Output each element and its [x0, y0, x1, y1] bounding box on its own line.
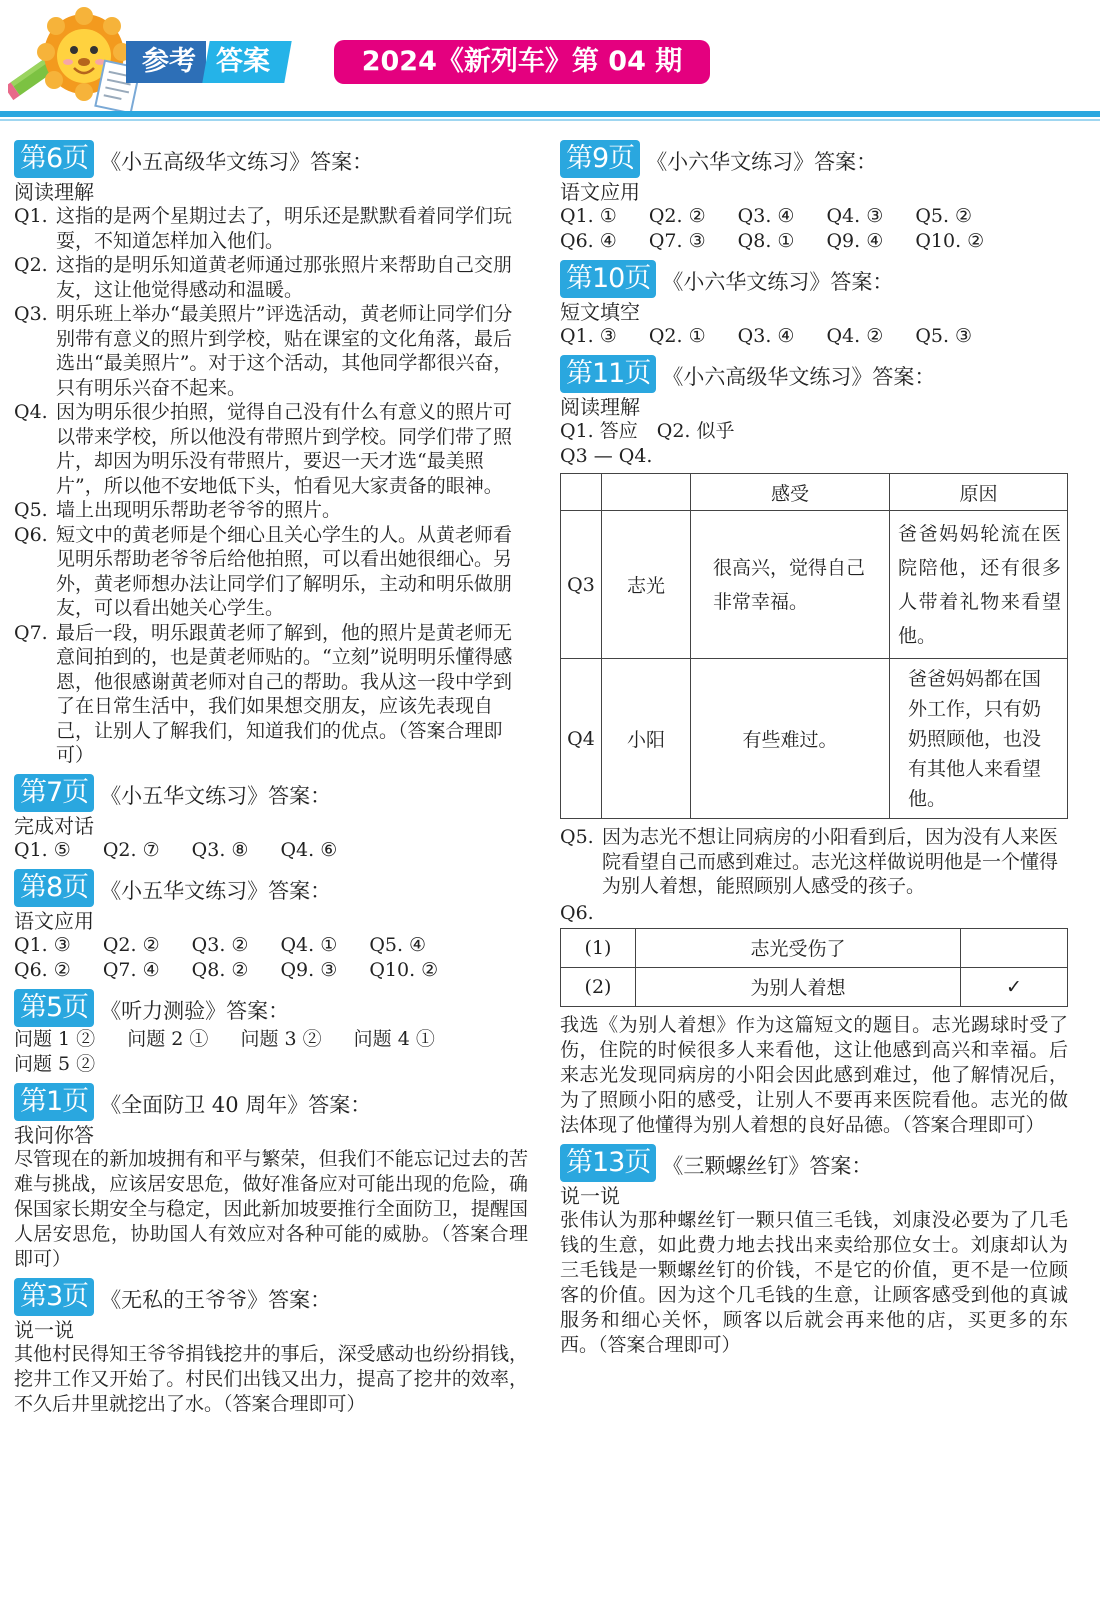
answer-paragraph: 张伟认为那种螺丝钉一颗只值三毛钱，刘康没必要为了几毛钱的生意，如此费力地去找出来卖给那位女士。刘康却认为三毛钱是一颗螺丝钉的价钱，不是它的价值，更不是一位顾客的价值。因为这个几毛钱的生意，让顾客感受到他的真诚服务和细心关怀，顾客以后就会再来他的店，买更多的东西。（答案合理即可）	[560, 1208, 1068, 1356]
section-heading	[14, 987, 528, 1027]
checkmark-icon: ✓	[961, 967, 1068, 1006]
answer-text: 因为志光不想让同病房的小阳看到后，因为没有人来医院看望自己而感到难过。志光这样做说明他是一个懂得为别人着想，能照顾别人感受的孩子。	[602, 826, 1059, 897]
table-cell: Q4	[561, 659, 602, 819]
table-cell: 志光	[602, 511, 691, 659]
answer-row: Q3 — Q4.	[560, 445, 653, 467]
answer-row	[14, 933, 528, 958]
answer-text: 这指的是两个星期过去了，明乐还是默默看着同学们玩耍，不知道怎样加入他们。	[56, 205, 513, 252]
answer-cell: Q9. ③	[280, 958, 338, 981]
section-heading	[14, 772, 528, 812]
answer-cell: Q2. ①	[648, 325, 706, 347]
answer-cell: 问题 3 ②	[240, 1027, 322, 1050]
table-cell: 爸爸妈妈轮流在医院陪他，还有很多人带着礼物来看望他。	[890, 511, 1068, 659]
title-choice-table	[560, 928, 1068, 1007]
answer-row	[14, 1052, 528, 1077]
answer-cell: Q8. ②	[191, 958, 249, 981]
table-row	[561, 967, 1068, 1006]
answer-cell: Q8. ①	[737, 230, 795, 252]
answer-cell: Q4. ①	[280, 933, 338, 956]
answer-paragraph: 我选《为别人着想》作为这篇短文的题目。志光踢球时受了伤，住院的时候很多人来看他，这让他感到高兴和幸福。后来志光发现同病房的小阳会因此感到难过，他了解情况后，为了照顾小阳的感受，让别人不要再来医院看他。志光的做法体现了他懂得为别人着想的良好品德。（答案合理即可）	[560, 1013, 1068, 1136]
section-title: 《无私的王爷爷》答案：	[100, 1287, 332, 1312]
page-badge: 第1页	[14, 1083, 94, 1121]
answer-cell: Q2. ②	[102, 933, 160, 956]
answer-item	[14, 523, 528, 621]
section-subtitle: 阅读理解	[14, 180, 94, 204]
section-page-5	[14, 987, 528, 1077]
answer-cell: 问题 5 ②	[14, 1052, 96, 1075]
section-title: 《小五华文练习》答案：	[100, 783, 332, 808]
answer-row	[560, 229, 1068, 254]
section-title: 《小五高级华文练习》答案：	[100, 150, 374, 174]
section-title: 《听力测验》答案：	[100, 998, 290, 1023]
answer-paragraph: 尽管现在的新加坡拥有和平与繁荣，但我们不能忘记过去的苦难与挑战，应该居安思危，做好准备应对可能出现的危险，确保国家长期安全与稳定，因此新加坡要推行全面防卫，提醒国人居安思危，协助国人有效应对各种可能的威胁。（答案合理即可）	[14, 1147, 528, 1270]
table-cell: 很高兴，觉得自己非常幸福。	[691, 511, 890, 659]
section-title: 《小六华文练习》答案：	[646, 150, 878, 174]
section-heading	[14, 1081, 528, 1121]
section-title: 《小六华文练习》答案：	[662, 270, 894, 294]
section-heading	[560, 138, 1068, 178]
answer-cell: 问题 4 ①	[353, 1027, 435, 1050]
page-badge: 第9页	[560, 140, 640, 178]
table-cell: 有些难过。	[691, 659, 890, 819]
feelings-reasons-table	[560, 473, 1068, 819]
answer-text: 明乐班上举办“最美照片”评选活动，黄老师让同学们分别带有意义的照片到学校，贴在课室的文化角落，最后选出“最美照片”。对于这个活动，其他同学都很兴奋，只有明乐兴奋不起来。	[56, 303, 513, 399]
answer-item	[14, 253, 528, 302]
answer-cell: Q3. ④	[737, 205, 795, 227]
table-row	[561, 928, 1068, 967]
page-badge: 第13页	[560, 1144, 656, 1182]
answer-cell: Q3. ⑧	[191, 838, 249, 861]
question-number: Q5.	[14, 499, 48, 521]
answer-row	[560, 324, 1068, 349]
header-divider	[0, 111, 1100, 117]
question-number: Q3.	[14, 303, 48, 325]
page-badge: 第10页	[560, 260, 656, 298]
section-subtitle: 短文填空	[560, 300, 640, 324]
right-column	[560, 134, 1068, 1358]
answer-item	[560, 825, 1068, 899]
answer-text: 短文中的黄老师是个细心且关心学生的人。从黄老师看见明乐帮助老爷爷后给他拍照，可以看出她很细心。另外，黄老师想办法让同学们了解明乐，主动和明乐做朋友，可以看出她关心学生。	[56, 523, 513, 619]
question-number: Q2.	[14, 254, 48, 276]
section-page-10	[560, 258, 1068, 349]
table-cell: 为别人着想	[636, 967, 961, 1006]
answer-item	[14, 204, 528, 253]
table-header-cell	[602, 474, 691, 511]
answer-cell: Q4. ②	[826, 325, 884, 347]
section-page-3	[14, 1276, 528, 1417]
answer-cell: Q4. ⑥	[280, 838, 338, 861]
answer-text: 最后一段，明乐跟黄老师了解到，他的照片是黄老师无意间拍到的，也是黄老师贴的。“立刻”说明明乐懂得感恩，他很感谢黄老师对自己的帮助。我从这一段中学到了在日常生活中，我们如果想交朋友，应该先表现自己，让别人了解我们，知道我们的优点。（答案合理即可）	[56, 621, 513, 766]
question-number: Q6.	[14, 523, 48, 546]
section-subtitle: 说一说	[14, 1317, 74, 1342]
question-number: Q1.	[14, 205, 48, 227]
table-row	[561, 659, 1068, 819]
answer-text: 因为明乐很少拍照，觉得自己没有什么有意义的照片可以带来学校，所以他没有带照片到学校。同学们带了照片，却因为明乐没有带照片，要迟一天才选“最美照片”，所以他不安地低下头，怕看见大家责备的眼神。	[56, 401, 513, 497]
section-title: 《三颗螺丝钉》答案：	[662, 1153, 873, 1178]
answer-cell: Q6. ④	[560, 230, 617, 252]
answer-cell: 问题 1 ②	[14, 1027, 96, 1050]
table-cell: 志光受伤了	[636, 928, 961, 967]
page-badge: 第7页	[14, 774, 94, 812]
question-number: Q7.	[14, 621, 48, 644]
section-heading	[560, 1142, 1068, 1182]
answer-cell: Q4. ③	[826, 205, 884, 227]
answer-item	[14, 302, 528, 400]
answer-cell: Q5. ④	[369, 933, 427, 956]
answer-cell: Q2. ②	[648, 205, 706, 227]
answer-row: Q1. 答应 Q2. 似乎	[560, 420, 735, 442]
section-heading	[560, 258, 1068, 298]
section-page-11	[560, 353, 1068, 1138]
section-page-6	[14, 138, 528, 768]
page-badge: 第6页	[14, 140, 94, 178]
section-page-8	[14, 867, 528, 983]
answer-cell: Q1. ⑤	[14, 838, 71, 861]
section-subtitle: 语文应用	[560, 180, 640, 204]
section-title: 《全面防卫 40 周年》答案：	[100, 1092, 372, 1117]
section-subtitle: 完成对话	[14, 813, 94, 838]
section-title: 《小六高级华文练习》答案：	[662, 365, 936, 389]
table-cell: 爸爸妈妈都在国外工作，只有奶奶照顾他，也没有其他人来看望他。	[890, 659, 1068, 819]
answer-row	[14, 838, 528, 863]
section-subtitle: 语文应用	[14, 908, 94, 933]
left-column	[14, 134, 528, 1417]
page-badge: 第8页	[14, 869, 94, 907]
tag-ref-part1: 参考	[126, 41, 206, 83]
section-subtitle: 我问你答	[14, 1122, 94, 1147]
tag-ref-part2-text: 答案	[216, 46, 270, 77]
answer-paragraph: 其他村民得知王爷爷捐钱挖井的事后，深受感动也纷纷捐钱，挖井工作又开始了。村民们出钱又出力，提高了挖井的效率，不久后井里就挖出了水。（答案合理即可）	[14, 1342, 528, 1415]
answer-row	[14, 958, 528, 983]
answer-cell: Q1. ①	[560, 205, 617, 227]
header	[0, 0, 1100, 122]
section-page-13	[560, 1142, 1068, 1358]
section-page-9	[560, 138, 1068, 254]
section-subtitle: 阅读理解	[560, 395, 640, 419]
answer-cell: Q3. ②	[191, 933, 249, 956]
answer-cell: Q1. ③	[14, 933, 71, 956]
reference-answer-tag	[126, 41, 324, 83]
answer-row	[560, 204, 1068, 229]
table-header-cell: 感受	[691, 474, 890, 511]
section-heading	[14, 138, 528, 178]
answer-cell: Q1. ③	[560, 325, 617, 347]
issue-title: 2024《新列车》第 04 期	[334, 40, 710, 84]
answer-cell: Q10. ②	[915, 230, 985, 252]
table-header-cell	[561, 474, 602, 511]
answer-cell: Q2. ⑦	[102, 838, 160, 861]
question-label: Q6.	[560, 901, 594, 924]
section-page-1	[14, 1081, 528, 1272]
answer-text: 这指的是明乐知道黄老师通过那张照片来帮助自己交朋友，这让他觉得感动和温暖。	[56, 254, 513, 301]
section-subtitle: 说一说	[560, 1183, 620, 1208]
table-cell: 小阳	[602, 659, 691, 819]
answer-item	[14, 400, 528, 498]
answer-cell: Q10. ②	[369, 958, 439, 981]
answer-cell: Q5. ②	[915, 205, 973, 227]
answer-text: 墙上出现明乐帮助老爷爷的照片。	[56, 499, 342, 521]
page-badge: 第11页	[560, 355, 656, 393]
question-number: Q4.	[14, 401, 48, 423]
table-header-row	[561, 474, 1068, 511]
section-heading	[14, 1276, 528, 1316]
answer-cell: 问题 2 ①	[127, 1027, 209, 1050]
answer-cell: Q7. ④	[102, 958, 160, 981]
section-title: 《小五华文练习》答案：	[100, 878, 332, 903]
page-badge: 第5页	[14, 989, 94, 1027]
section-page-7	[14, 772, 528, 863]
table-row	[561, 511, 1068, 659]
answer-cell: Q5. ③	[915, 325, 973, 347]
table-cell: (1)	[561, 928, 636, 967]
tag-ref-part2	[202, 41, 291, 83]
page-badge: 第3页	[14, 1278, 94, 1316]
answer-cell: Q6. ②	[14, 958, 71, 981]
section-heading	[560, 353, 1068, 393]
answer-cell: Q3. ④	[737, 325, 795, 347]
answer-row	[14, 1027, 528, 1052]
table-cell: Q3	[561, 511, 602, 659]
table-cell: (2)	[561, 967, 636, 1006]
answer-cell: Q7. ③	[648, 230, 706, 252]
answer-item	[14, 498, 528, 523]
answer-item	[14, 621, 528, 768]
answer-cell: Q9. ④	[826, 230, 884, 252]
check-cell	[961, 928, 1068, 967]
header-divider-thin	[0, 119, 1100, 121]
table-header-cell: 原因	[890, 474, 1068, 511]
section-heading	[14, 867, 528, 907]
question-number: Q5.	[560, 826, 594, 848]
